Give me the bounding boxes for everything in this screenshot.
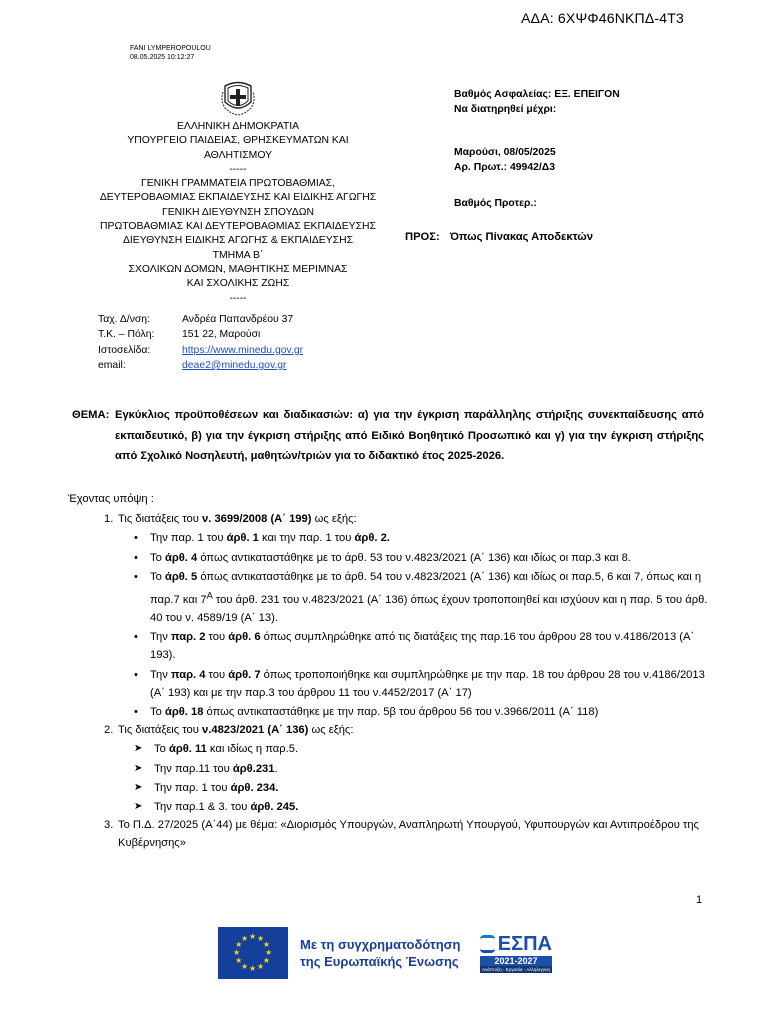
website-link[interactable]: https://www.minedu.gov.gr bbox=[182, 344, 304, 356]
header-line: ΓΕΝΙΚΗ ΔΙΕΥΘΥΝΣΗ ΣΠΟΥΔΩΝ bbox=[162, 206, 314, 218]
contact-details bbox=[98, 312, 303, 373]
subitem-text: Το άρθ. 5 όπως αντικαταστάθηκε με το άρθ. 54 του ν.4823/2021 (Α΄ 136) και ιδίως οι παρ.5, 6 και 7, όπως και η παρ.7 και $7^A$ του άρθ. 231 του ν.4823/2021 (Α΄ 136) όπως έχουν τροποποιηθεί και ισχύουν και η παρ. 5 του άρθ. 40 του ν. 4589/19 (Α΄ 13). bbox=[150, 570, 708, 624]
cofunding-text bbox=[300, 936, 472, 970]
arrow-bullet-icon: ➤ bbox=[134, 781, 143, 793]
eu-star-icon: ★ bbox=[249, 932, 257, 941]
consideration-subitem bbox=[68, 628, 708, 664]
funding-footer bbox=[218, 924, 558, 982]
item-text: Το Π.Δ. 27/2025 (Α΄44) με θέμα: «Διορισμός Υπουργών, Αναπληρωτή Υπουργού, Υφυπουργών και Αντιπροέδρου της Κυβέρνησης» bbox=[118, 819, 699, 850]
header-line: ----- bbox=[229, 292, 247, 304]
header-line: ΣΧΟΛΙΚΩΝ ΔΟΜΩΝ, ΜΑΘΗΤΙΚΗΣ ΜΕΡΙΜΝΑΣ bbox=[128, 263, 348, 275]
cofunding-line-1: Με τη συγχρηματοδότηση bbox=[300, 937, 461, 952]
greek-coat-of-arms-icon bbox=[219, 80, 257, 116]
bullet-icon: • bbox=[134, 570, 138, 583]
consideration-subitem bbox=[68, 760, 708, 778]
eu-star-icon: ★ bbox=[233, 948, 241, 957]
header-line: ΑΘΛΗΤΙΣΜΟΥ bbox=[203, 149, 273, 161]
header-line: ΤΜΗΜΑ Β΄ bbox=[212, 249, 264, 261]
priority-level: Βαθμός Προτερ.: bbox=[454, 198, 537, 209]
consideration-item bbox=[68, 510, 708, 528]
ada-code: ΑΔΑ: 6ΧΨΦ46ΝΚΠΔ-4Τ3 bbox=[521, 10, 684, 26]
item-number: 1. bbox=[104, 513, 114, 526]
espa-title: ΕΣΠΑ bbox=[497, 933, 552, 955]
website-label: Ιστοσελίδα: bbox=[98, 344, 151, 356]
recipients-value: Όπως Πίνακας Αποδεκτών bbox=[449, 231, 593, 243]
recipients bbox=[405, 231, 593, 243]
header-line: ΚΑΙ ΣΧΟΛΙΚΗΣ ΖΩΗΣ bbox=[186, 278, 290, 290]
consideration-item bbox=[68, 816, 708, 852]
place-date: Μαρούσι, 08/05/2025 bbox=[454, 147, 556, 158]
subitem-text: Την παρ. 4 του άρθ. 7 όπως τροποποιήθηκε και συμπληρώθηκε με την παρ. 18 του άρθρου 28 του ν.4186/2013 (Α΄ 193) και με την παρ.3 του άρθρου 11 του ν.4452/2017 (Α΄ 17) bbox=[150, 668, 705, 699]
subitem-text: Το άρθ. 11 και ιδίως η παρ.5. bbox=[154, 743, 299, 756]
consideration-subitem bbox=[68, 740, 708, 758]
bullet-icon: • bbox=[134, 551, 138, 564]
subitem-text: Το άρθ. 18 όπως αντικαταστάθηκε με την παρ. 5β του άρθρου 56 του ν.3966/2011 (Α΄ 118) bbox=[150, 705, 599, 718]
item-number: 2. bbox=[104, 724, 114, 737]
subitem-text: Την παρ. 1 του άρθ. 1 και την παρ. 1 του άρθ. 2. bbox=[150, 532, 390, 545]
bullet-icon: • bbox=[134, 631, 138, 644]
protocol-number: Αρ. Πρωτ.: 49942/Δ3 bbox=[454, 162, 556, 173]
espa-tagline: Ανάπτυξη - Εργασία - Αλληλεγγύη bbox=[480, 966, 552, 973]
eu-star-icon: ★ bbox=[235, 956, 243, 965]
address-value: Ανδρέα Παπανδρέου 37 bbox=[182, 314, 294, 325]
consideration-subitem bbox=[68, 703, 708, 721]
subject-text: Εγκύκλιος προϋποθέσεων και διαδικασιών: α) για την έγκριση παράλληλης στήριξης συνεκπαίδευσης από εκπαιδευτικό, β) για την έγκριση στήριξης από Ειδικό Βοηθητικό Προσωπικό και γ) για την έγκριση στήριξης από Σχολικό Νοσηλευτή, μαθητών/τριών για το διδακτικό έτος 2025-2026. bbox=[115, 409, 704, 462]
subject-label: ΘΕΜΑ: bbox=[72, 409, 110, 421]
considerations-list bbox=[68, 510, 708, 852]
consideration-subitem bbox=[68, 529, 708, 547]
eu-star-icon: ★ bbox=[257, 934, 265, 944]
issuing-authority-header bbox=[80, 120, 396, 306]
eu-star-icon: ★ bbox=[265, 948, 273, 957]
espa-logo bbox=[480, 933, 552, 973]
keep-until: Να διατηρηθεί μέχρι: bbox=[454, 104, 557, 115]
eu-star-icon: ★ bbox=[241, 961, 249, 971]
header-line: ΔΕΥΤΕΡΟΒΑΘΜΙΑΣ ΕΚΠΑΙΔΕΥΣΗΣ ΚΑΙ ΕΙΔΙΚΗΣ ΑΓΩΓΗΣ bbox=[99, 192, 377, 204]
arrow-bullet-icon: ➤ bbox=[134, 762, 143, 774]
email-label: email: bbox=[98, 359, 126, 371]
consideration-subitem bbox=[68, 549, 708, 567]
arrow-bullet-icon: ➤ bbox=[134, 743, 143, 755]
consideration-subitem bbox=[68, 779, 708, 797]
header-line: ΔΙΕΥΘΥΝΣΗ ΕΙΔΙΚΗΣ ΑΓΩΓΗΣ & ΕΚΠΑΙΔΕΥΣΗΣ bbox=[122, 235, 354, 247]
bullet-icon: • bbox=[134, 705, 138, 718]
subject bbox=[72, 405, 704, 467]
considering-heading: Έχοντας υπόψη : bbox=[68, 493, 154, 505]
digital-signature bbox=[130, 44, 211, 62]
eu-flag-icon bbox=[218, 927, 288, 979]
header-line: ΥΠΟΥΡΓΕΙΟ ΠΑΙΔΕΙΑΣ, ΘΡΗΣΚΕΥΜΑΤΩΝ ΚΑΙ bbox=[127, 135, 349, 147]
consideration-subitem bbox=[68, 798, 708, 816]
signature-name: FANI LYMPEROPOULOU bbox=[130, 45, 211, 52]
eu-star-icon: ★ bbox=[241, 934, 249, 944]
item-text: Τις διατάξεις του ν. 3699/2008 (Α΄ 199) ως εξής: bbox=[118, 513, 357, 526]
postal-value: 151 22, Μαρούσι bbox=[182, 329, 261, 341]
consideration-item bbox=[68, 721, 708, 739]
consideration-subitem bbox=[68, 568, 708, 627]
bullet-icon: • bbox=[134, 668, 138, 681]
eu-star-icon: ★ bbox=[262, 956, 271, 965]
cofunding-line-2: της Ευρωπαϊκής Ένωσης bbox=[300, 954, 459, 969]
document-body bbox=[68, 490, 708, 853]
eu-star-icon: ★ bbox=[249, 964, 257, 973]
espa-period: 2021-2027 bbox=[480, 956, 552, 966]
bullet-icon: • bbox=[134, 532, 138, 545]
security-level: Βαθμός Ασφαλείας: ΕΞ. ΕΠΕΙΓΟΝ bbox=[454, 89, 620, 100]
header-line: ----- bbox=[229, 163, 247, 175]
eu-star-icon: ★ bbox=[235, 940, 243, 949]
page-number: 1 bbox=[696, 894, 703, 906]
header-line: ΓΕΝΙΚΗ ΓΡΑΜΜΑΤΕΙΑ ΠΡΩΤΟΒΑΘΜΙΑΣ, bbox=[140, 178, 335, 190]
email-link[interactable]: deae2@minedu.gov.gr bbox=[182, 359, 287, 371]
postal-label: Τ.Κ. – Πόλη: bbox=[98, 329, 155, 341]
header-line: ΠΡΩΤΟΒΑΘΜΙΑΣ ΚΑΙ ΔΕΥΤΕΡΟΒΑΘΜΙΑΣ ΕΚΠΑΙΔΕΥΣΗΣ bbox=[100, 221, 376, 233]
signature-datetime: 08.05.2025 10:12:27 bbox=[130, 54, 195, 61]
subitem-text: Την παρ.11 του άρθ.231. bbox=[154, 762, 278, 775]
eu-star-icon: ★ bbox=[262, 940, 271, 949]
subitem-text: Το άρθ. 4 όπως αντικαταστάθηκε με το άρθ. 53 του ν.4823/2021 (Α΄ 136) και ιδίως οι παρ.3 και 8. bbox=[150, 551, 631, 564]
espa-wave-icon bbox=[480, 935, 495, 953]
item-number: 3. bbox=[104, 819, 114, 832]
arrow-bullet-icon: ➤ bbox=[134, 800, 143, 812]
item-text: Τις διατάξεις του ν.4823/2021 (Α΄ 136) ως εξής: bbox=[118, 724, 354, 737]
subitem-text: Την παρ. 1 του άρθ. 234. bbox=[154, 781, 279, 794]
address-label: Ταχ. Δ/νση: bbox=[98, 314, 150, 325]
consideration-subitem bbox=[68, 666, 708, 702]
header-line: ΕΛΛΗΝΙΚΗ ΔΗΜΟΚΡΑΤΙΑ bbox=[176, 121, 300, 132]
eu-star-icon: ★ bbox=[257, 961, 265, 971]
subitem-text: Την παρ. 2 του άρθ. 6 όπως συμπληρώθηκε από τις διατάξεις της παρ.16 του άρθρου 28 του ν.4186/2013 (Α΄ 193). bbox=[150, 631, 695, 662]
recipients-label: ΠΡΟΣ: bbox=[405, 231, 440, 243]
subitem-text: Την παρ.1 & 3. του άρθ. 245. bbox=[154, 800, 299, 813]
